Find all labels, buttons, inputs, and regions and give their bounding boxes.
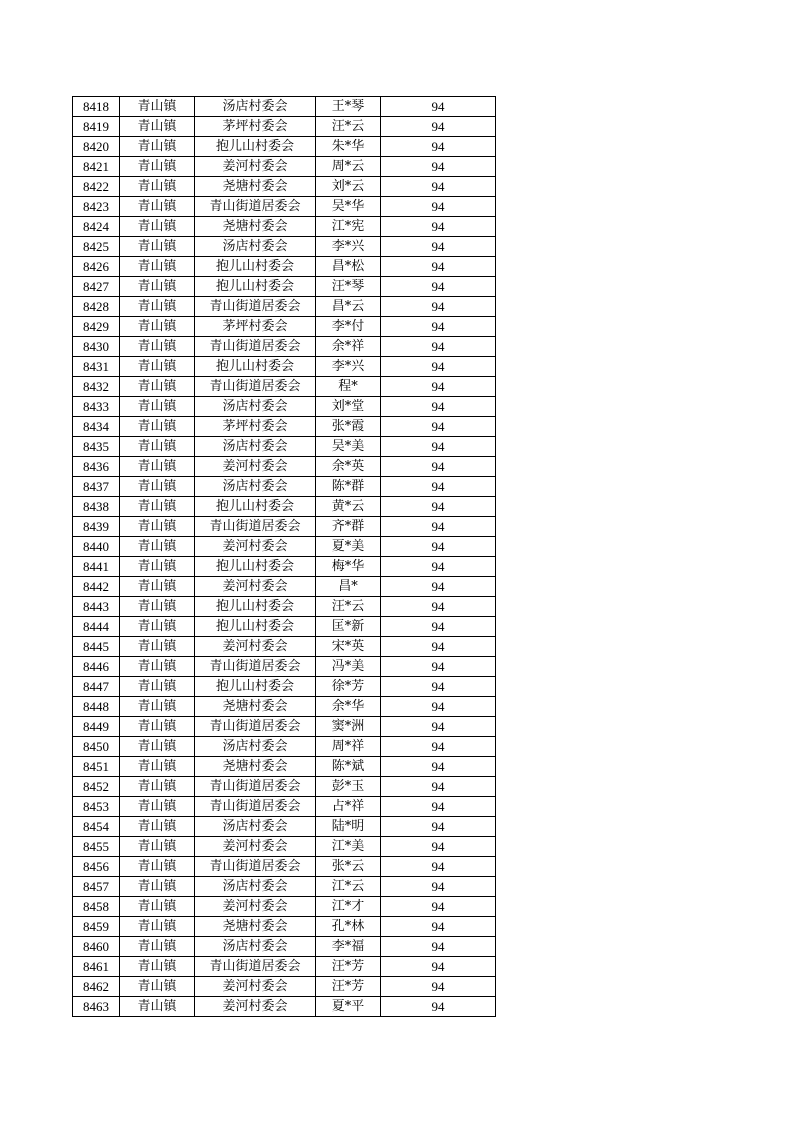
table-row: [73, 217, 496, 237]
table-body: [73, 97, 496, 1017]
town-cell: 青山镇: [120, 297, 195, 317]
row-number-cell: 8418: [73, 97, 120, 117]
committee-cell: 抱儿山村委会: [195, 677, 316, 697]
committee-cell: 姜河村委会: [195, 977, 316, 997]
person-name-cell: 李*福: [316, 937, 381, 957]
person-name-cell: 程*: [316, 377, 381, 397]
row-number-cell: 8457: [73, 877, 120, 897]
row-number-cell: 8434: [73, 417, 120, 437]
committee-cell: 尧塘村委会: [195, 917, 316, 937]
table-row: [73, 777, 496, 797]
committee-cell: 尧塘村委会: [195, 217, 316, 237]
table-row: [73, 717, 496, 737]
table-row: [73, 737, 496, 757]
town-cell: 青山镇: [120, 737, 195, 757]
table-row: [73, 697, 496, 717]
person-name-cell: 李*付: [316, 317, 381, 337]
town-cell: 青山镇: [120, 977, 195, 997]
score-cell: 94: [381, 137, 496, 157]
person-name-cell: 陈*斌: [316, 757, 381, 777]
row-number-cell: 8435: [73, 437, 120, 457]
committee-cell: 姜河村委会: [195, 457, 316, 477]
town-cell: 青山镇: [120, 257, 195, 277]
committee-cell: 汤店村委会: [195, 237, 316, 257]
row-number-cell: 8447: [73, 677, 120, 697]
person-name-cell: 李*兴: [316, 237, 381, 257]
town-cell: 青山镇: [120, 777, 195, 797]
committee-cell: 抱儿山村委会: [195, 597, 316, 617]
table-row: [73, 197, 496, 217]
score-cell: 94: [381, 437, 496, 457]
row-number-cell: 8422: [73, 177, 120, 197]
person-name-cell: 朱*华: [316, 137, 381, 157]
town-cell: 青山镇: [120, 657, 195, 677]
score-cell: 94: [381, 917, 496, 937]
row-number-cell: 8430: [73, 337, 120, 357]
table-row: [73, 937, 496, 957]
town-cell: 青山镇: [120, 697, 195, 717]
row-number-cell: 8433: [73, 397, 120, 417]
score-cell: 94: [381, 477, 496, 497]
table-row: [73, 757, 496, 777]
committee-cell: 姜河村委会: [195, 837, 316, 857]
person-name-cell: 昌*云: [316, 297, 381, 317]
person-name-cell: 汪*云: [316, 597, 381, 617]
person-name-cell: 孔*林: [316, 917, 381, 937]
town-cell: 青山镇: [120, 597, 195, 617]
person-name-cell: 李*兴: [316, 357, 381, 377]
row-number-cell: 8461: [73, 957, 120, 977]
table-row: [73, 897, 496, 917]
row-number-cell: 8419: [73, 117, 120, 137]
person-name-cell: 宋*英: [316, 637, 381, 657]
table-row: [73, 177, 496, 197]
town-cell: 青山镇: [120, 377, 195, 397]
score-cell: 94: [381, 717, 496, 737]
table-row: [73, 97, 496, 117]
town-cell: 青山镇: [120, 917, 195, 937]
row-number-cell: 8437: [73, 477, 120, 497]
town-cell: 青山镇: [120, 837, 195, 857]
town-cell: 青山镇: [120, 937, 195, 957]
score-cell: 94: [381, 697, 496, 717]
score-cell: 94: [381, 97, 496, 117]
score-cell: 94: [381, 977, 496, 997]
committee-cell: 青山街道居委会: [195, 337, 316, 357]
score-cell: 94: [381, 417, 496, 437]
row-number-cell: 8424: [73, 217, 120, 237]
row-number-cell: 8431: [73, 357, 120, 377]
score-cell: 94: [381, 157, 496, 177]
town-cell: 青山镇: [120, 397, 195, 417]
table-row: [73, 397, 496, 417]
score-cell: 94: [381, 877, 496, 897]
person-name-cell: 吴*华: [316, 197, 381, 217]
person-name-cell: 黄*云: [316, 497, 381, 517]
row-number-cell: 8429: [73, 317, 120, 337]
person-name-cell: 夏*美: [316, 537, 381, 557]
table-row: [73, 577, 496, 597]
score-cell: 94: [381, 797, 496, 817]
committee-cell: 汤店村委会: [195, 477, 316, 497]
row-number-cell: 8421: [73, 157, 120, 177]
town-cell: 青山镇: [120, 497, 195, 517]
person-name-cell: 昌*: [316, 577, 381, 597]
row-number-cell: 8451: [73, 757, 120, 777]
person-name-cell: 张*云: [316, 857, 381, 877]
row-number-cell: 8460: [73, 937, 120, 957]
score-cell: 94: [381, 277, 496, 297]
town-cell: 青山镇: [120, 797, 195, 817]
town-cell: 青山镇: [120, 957, 195, 977]
town-cell: 青山镇: [120, 157, 195, 177]
table-row: [73, 257, 496, 277]
score-cell: 94: [381, 297, 496, 317]
committee-cell: 青山街道居委会: [195, 857, 316, 877]
person-name-cell: 汪*芳: [316, 957, 381, 977]
town-cell: 青山镇: [120, 197, 195, 217]
person-name-cell: 梅*华: [316, 557, 381, 577]
table-row: [73, 917, 496, 937]
person-name-cell: 占*祥: [316, 797, 381, 817]
table-row: [73, 317, 496, 337]
table-row: [73, 477, 496, 497]
town-cell: 青山镇: [120, 417, 195, 437]
town-cell: 青山镇: [120, 177, 195, 197]
town-cell: 青山镇: [120, 637, 195, 657]
person-name-cell: 彭*玉: [316, 777, 381, 797]
row-number-cell: 8428: [73, 297, 120, 317]
table-row: [73, 837, 496, 857]
table-row: [73, 977, 496, 997]
town-cell: 青山镇: [120, 717, 195, 737]
committee-cell: 青山街道居委会: [195, 957, 316, 977]
row-number-cell: 8463: [73, 997, 120, 1017]
table-row: [73, 817, 496, 837]
committee-cell: 汤店村委会: [195, 817, 316, 837]
town-cell: 青山镇: [120, 217, 195, 237]
table-row: [73, 597, 496, 617]
score-cell: 94: [381, 757, 496, 777]
table-row: [73, 157, 496, 177]
person-name-cell: 余*祥: [316, 337, 381, 357]
row-number-cell: 8420: [73, 137, 120, 157]
row-number-cell: 8445: [73, 637, 120, 657]
table-row: [73, 517, 496, 537]
table-row: [73, 417, 496, 437]
score-cell: 94: [381, 377, 496, 397]
row-number-cell: 8449: [73, 717, 120, 737]
row-number-cell: 8446: [73, 657, 120, 677]
row-number-cell: 8438: [73, 497, 120, 517]
committee-cell: 青山街道居委会: [195, 657, 316, 677]
table-row: [73, 797, 496, 817]
table-row: [73, 997, 496, 1017]
committee-cell: 姜河村委会: [195, 637, 316, 657]
score-cell: 94: [381, 217, 496, 237]
committee-cell: 汤店村委会: [195, 737, 316, 757]
committee-cell: 姜河村委会: [195, 897, 316, 917]
town-cell: 青山镇: [120, 237, 195, 257]
person-name-cell: 江*美: [316, 837, 381, 857]
person-name-cell: 江*才: [316, 897, 381, 917]
table-row: [73, 557, 496, 577]
score-cell: 94: [381, 317, 496, 337]
committee-cell: 青山街道居委会: [195, 197, 316, 217]
row-number-cell: 8426: [73, 257, 120, 277]
row-number-cell: 8462: [73, 977, 120, 997]
row-number-cell: 8423: [73, 197, 120, 217]
committee-cell: 青山街道居委会: [195, 797, 316, 817]
committee-cell: 汤店村委会: [195, 397, 316, 417]
score-cell: 94: [381, 837, 496, 857]
score-cell: 94: [381, 777, 496, 797]
score-cell: 94: [381, 897, 496, 917]
score-cell: 94: [381, 677, 496, 697]
town-cell: 青山镇: [120, 337, 195, 357]
person-name-cell: 刘*云: [316, 177, 381, 197]
town-cell: 青山镇: [120, 757, 195, 777]
score-cell: 94: [381, 117, 496, 137]
committee-cell: 抱儿山村委会: [195, 497, 316, 517]
score-cell: 94: [381, 177, 496, 197]
person-name-cell: 余*英: [316, 457, 381, 477]
table-row: [73, 337, 496, 357]
committee-cell: 尧塘村委会: [195, 697, 316, 717]
row-number-cell: 8459: [73, 917, 120, 937]
score-cell: 94: [381, 997, 496, 1017]
score-cell: 94: [381, 617, 496, 637]
table-row: [73, 357, 496, 377]
person-name-cell: 匡*新: [316, 617, 381, 637]
score-cell: 94: [381, 937, 496, 957]
committee-cell: 尧塘村委会: [195, 177, 316, 197]
person-name-cell: 余*华: [316, 697, 381, 717]
row-number-cell: 8458: [73, 897, 120, 917]
town-cell: 青山镇: [120, 97, 195, 117]
town-cell: 青山镇: [120, 877, 195, 897]
committee-cell: 青山街道居委会: [195, 517, 316, 537]
score-cell: 94: [381, 457, 496, 477]
row-number-cell: 8448: [73, 697, 120, 717]
person-name-cell: 吴*美: [316, 437, 381, 457]
row-number-cell: 8450: [73, 737, 120, 757]
table-row: [73, 537, 496, 557]
town-cell: 青山镇: [120, 577, 195, 597]
score-cell: 94: [381, 577, 496, 597]
person-name-cell: 昌*松: [316, 257, 381, 277]
row-number-cell: 8440: [73, 537, 120, 557]
town-cell: 青山镇: [120, 437, 195, 457]
score-cell: 94: [381, 597, 496, 617]
score-cell: 94: [381, 657, 496, 677]
committee-cell: 姜河村委会: [195, 577, 316, 597]
committee-cell: 汤店村委会: [195, 97, 316, 117]
person-name-cell: 张*霞: [316, 417, 381, 437]
person-name-cell: 王*琴: [316, 97, 381, 117]
town-cell: 青山镇: [120, 557, 195, 577]
row-number-cell: 8432: [73, 377, 120, 397]
town-cell: 青山镇: [120, 117, 195, 137]
committee-cell: 茅坪村委会: [195, 317, 316, 337]
person-name-cell: 刘*堂: [316, 397, 381, 417]
row-number-cell: 8454: [73, 817, 120, 837]
person-name-cell: 汪*云: [316, 117, 381, 137]
table-row: [73, 137, 496, 157]
table-row: [73, 277, 496, 297]
person-name-cell: 陈*群: [316, 477, 381, 497]
committee-cell: 姜河村委会: [195, 537, 316, 557]
town-cell: 青山镇: [120, 617, 195, 637]
table-row: [73, 117, 496, 137]
committee-cell: 抱儿山村委会: [195, 357, 316, 377]
score-cell: 94: [381, 517, 496, 537]
score-cell: 94: [381, 197, 496, 217]
committee-cell: 抱儿山村委会: [195, 257, 316, 277]
table-row: [73, 297, 496, 317]
committee-cell: 汤店村委会: [195, 437, 316, 457]
row-number-cell: 8456: [73, 857, 120, 877]
table-row: [73, 657, 496, 677]
person-name-cell: 江*宪: [316, 217, 381, 237]
person-name-cell: 周*云: [316, 157, 381, 177]
committee-cell: 茅坪村委会: [195, 117, 316, 137]
table-row: [73, 617, 496, 637]
score-cell: 94: [381, 337, 496, 357]
committee-cell: 尧塘村委会: [195, 757, 316, 777]
person-name-cell: 陆*明: [316, 817, 381, 837]
town-cell: 青山镇: [120, 897, 195, 917]
person-name-cell: 江*云: [316, 877, 381, 897]
score-cell: 94: [381, 957, 496, 977]
score-cell: 94: [381, 257, 496, 277]
person-name-cell: 窦*洲: [316, 717, 381, 737]
row-number-cell: 8452: [73, 777, 120, 797]
row-number-cell: 8455: [73, 837, 120, 857]
town-cell: 青山镇: [120, 677, 195, 697]
score-cell: 94: [381, 557, 496, 577]
person-name-cell: 汪*芳: [316, 977, 381, 997]
town-cell: 青山镇: [120, 317, 195, 337]
table-row: [73, 377, 496, 397]
committee-cell: 青山街道居委会: [195, 717, 316, 737]
town-cell: 青山镇: [120, 457, 195, 477]
row-number-cell: 8425: [73, 237, 120, 257]
score-cell: 94: [381, 637, 496, 657]
row-number-cell: 8436: [73, 457, 120, 477]
committee-cell: 抱儿山村委会: [195, 557, 316, 577]
committee-cell: 茅坪村委会: [195, 417, 316, 437]
person-name-cell: 汪*琴: [316, 277, 381, 297]
score-cell: 94: [381, 397, 496, 417]
committee-cell: 姜河村委会: [195, 997, 316, 1017]
town-cell: 青山镇: [120, 997, 195, 1017]
committee-cell: 青山街道居委会: [195, 377, 316, 397]
committee-cell: 抱儿山村委会: [195, 277, 316, 297]
table-row: [73, 637, 496, 657]
town-cell: 青山镇: [120, 817, 195, 837]
town-cell: 青山镇: [120, 477, 195, 497]
town-cell: 青山镇: [120, 537, 195, 557]
score-cell: 94: [381, 537, 496, 557]
committee-cell: 青山街道居委会: [195, 777, 316, 797]
committee-cell: 青山街道居委会: [195, 297, 316, 317]
town-cell: 青山镇: [120, 357, 195, 377]
committee-cell: 汤店村委会: [195, 877, 316, 897]
row-number-cell: 8453: [73, 797, 120, 817]
table-row: [73, 877, 496, 897]
score-cell: 94: [381, 357, 496, 377]
data-table: [72, 96, 496, 1017]
person-name-cell: 徐*芳: [316, 677, 381, 697]
table-row: [73, 957, 496, 977]
row-number-cell: 8442: [73, 577, 120, 597]
score-cell: 94: [381, 737, 496, 757]
committee-cell: 姜河村委会: [195, 157, 316, 177]
person-name-cell: 齐*群: [316, 517, 381, 537]
committee-cell: 抱儿山村委会: [195, 617, 316, 637]
row-number-cell: 8444: [73, 617, 120, 637]
score-cell: 94: [381, 237, 496, 257]
person-name-cell: 周*祥: [316, 737, 381, 757]
table-row: [73, 437, 496, 457]
row-number-cell: 8439: [73, 517, 120, 537]
town-cell: 青山镇: [120, 137, 195, 157]
person-name-cell: 夏*平: [316, 997, 381, 1017]
row-number-cell: 8441: [73, 557, 120, 577]
town-cell: 青山镇: [120, 857, 195, 877]
row-number-cell: 8443: [73, 597, 120, 617]
person-name-cell: 冯*美: [316, 657, 381, 677]
table-row: [73, 857, 496, 877]
committee-cell: 抱儿山村委会: [195, 137, 316, 157]
town-cell: 青山镇: [120, 517, 195, 537]
table-row: [73, 457, 496, 477]
table-row: [73, 237, 496, 257]
score-cell: 94: [381, 817, 496, 837]
row-number-cell: 8427: [73, 277, 120, 297]
score-cell: 94: [381, 497, 496, 517]
score-cell: 94: [381, 857, 496, 877]
table-row: [73, 497, 496, 517]
town-cell: 青山镇: [120, 277, 195, 297]
committee-cell: 汤店村委会: [195, 937, 316, 957]
table-row: [73, 677, 496, 697]
